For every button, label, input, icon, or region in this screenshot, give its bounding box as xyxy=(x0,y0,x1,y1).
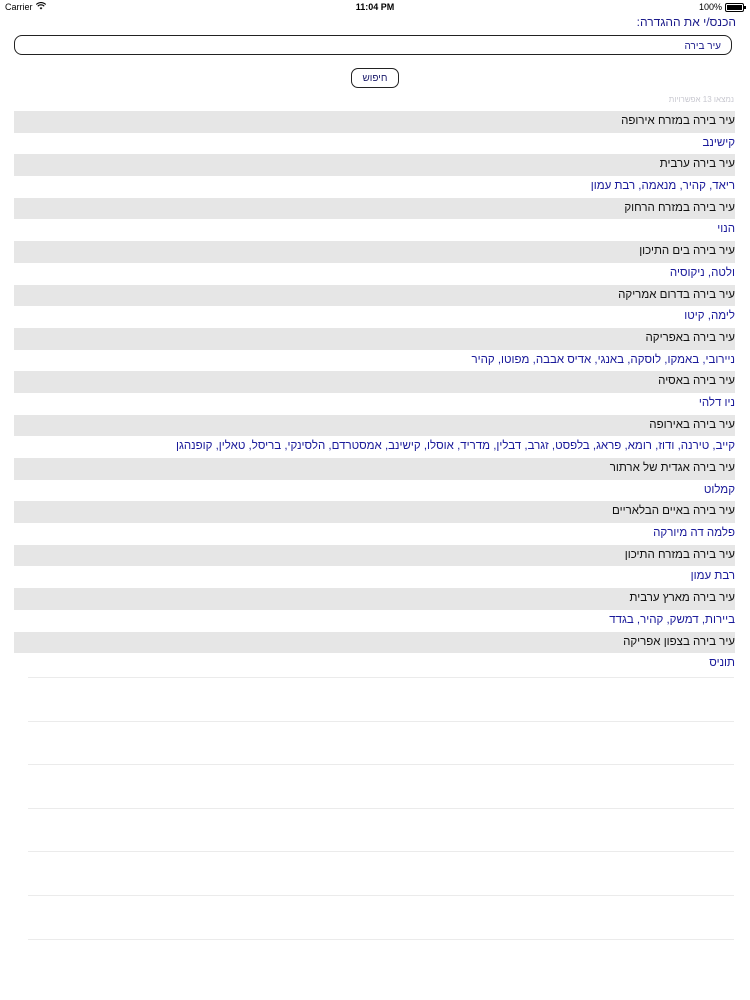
definition-prompt: הכנס/י את ההגדרה: xyxy=(636,15,736,29)
result-answer[interactable]: הנוי xyxy=(14,219,735,241)
result-answer[interactable]: רבת עמון xyxy=(14,566,735,588)
result-definition: עיר בירה באירופה xyxy=(14,415,735,437)
carrier-label: Carrier xyxy=(5,2,33,12)
result-definition: עיר בירה באפריקה xyxy=(14,328,735,350)
result-answer[interactable]: קייב, טירנה, ודוז, רומא, פראג, בלפסט, זגרב, דבלין, מדריד, אוסלו, קישינב, אמסטרדם, הלסינקי, בריסל, טאלין, קופנהגן xyxy=(14,436,735,458)
result-answer[interactable]: קישינב xyxy=(14,133,735,155)
status-right xyxy=(699,2,744,12)
battery-percent: 100% xyxy=(698,2,722,12)
result-definition: עיר בירה באסיה xyxy=(14,371,735,393)
result-answer[interactable]: תוניס xyxy=(14,653,735,675)
result-definition: עיר בירה מארץ ערבית xyxy=(14,588,735,610)
result-answer[interactable]: לימה, קיטו xyxy=(14,306,735,328)
status-time: 11:04 PM xyxy=(355,2,395,12)
empty-row-separator xyxy=(28,764,734,808)
result-answer[interactable]: ביירות, דמשק, קהיר, בגדד xyxy=(14,610,735,632)
result-definition: עיר בירה אגדית של ארתור xyxy=(14,458,735,480)
result-answer[interactable]: ריאד, קהיר, מנאמה, רבת עמון xyxy=(14,176,735,198)
empty-row-separator xyxy=(28,939,734,983)
result-definition: עיר בירה במזרח הרחוק xyxy=(14,198,735,220)
results-list xyxy=(14,111,735,675)
result-answer[interactable]: פלמה דה מיורקה xyxy=(14,523,735,545)
result-definition: עיר בירה ערבית xyxy=(14,154,735,176)
status-bar xyxy=(0,0,750,14)
result-definition: עיר בירה בים התיכון xyxy=(14,241,735,263)
result-answer[interactable]: ולטה, ניקוסיה xyxy=(14,263,735,285)
result-definition: עיר בירה באיים הבלאריים xyxy=(14,501,735,523)
result-definition: עיר בירה בדרום אמריקה xyxy=(14,285,735,307)
result-definition: עיר בירה במזרח התיכון xyxy=(14,545,735,567)
empty-row-separator xyxy=(28,851,734,895)
battery-icon xyxy=(725,3,744,12)
search-button[interactable]: חיפוש xyxy=(351,68,399,88)
empty-table-area xyxy=(28,677,734,982)
result-answer[interactable]: קמלוט xyxy=(14,480,735,502)
results-count: נמצאו 13 אפשרויות xyxy=(668,95,734,104)
result-definition: עיר בירה במזרח אירופה xyxy=(14,111,735,133)
empty-row-separator xyxy=(28,677,734,721)
result-answer[interactable]: ניירובי, באמקו, לוסקה, באנגי, אדיס אבבה, מפוטו, קהיר xyxy=(14,350,735,372)
result-definition: עיר בירה בצפון אפריקה xyxy=(14,632,735,654)
empty-row-separator xyxy=(28,895,734,939)
search-box[interactable] xyxy=(14,35,732,55)
empty-row-separator xyxy=(28,808,734,852)
result-answer[interactable]: ניו דלהי xyxy=(14,393,735,415)
empty-row-separator xyxy=(28,721,734,765)
search-input[interactable] xyxy=(15,38,731,56)
